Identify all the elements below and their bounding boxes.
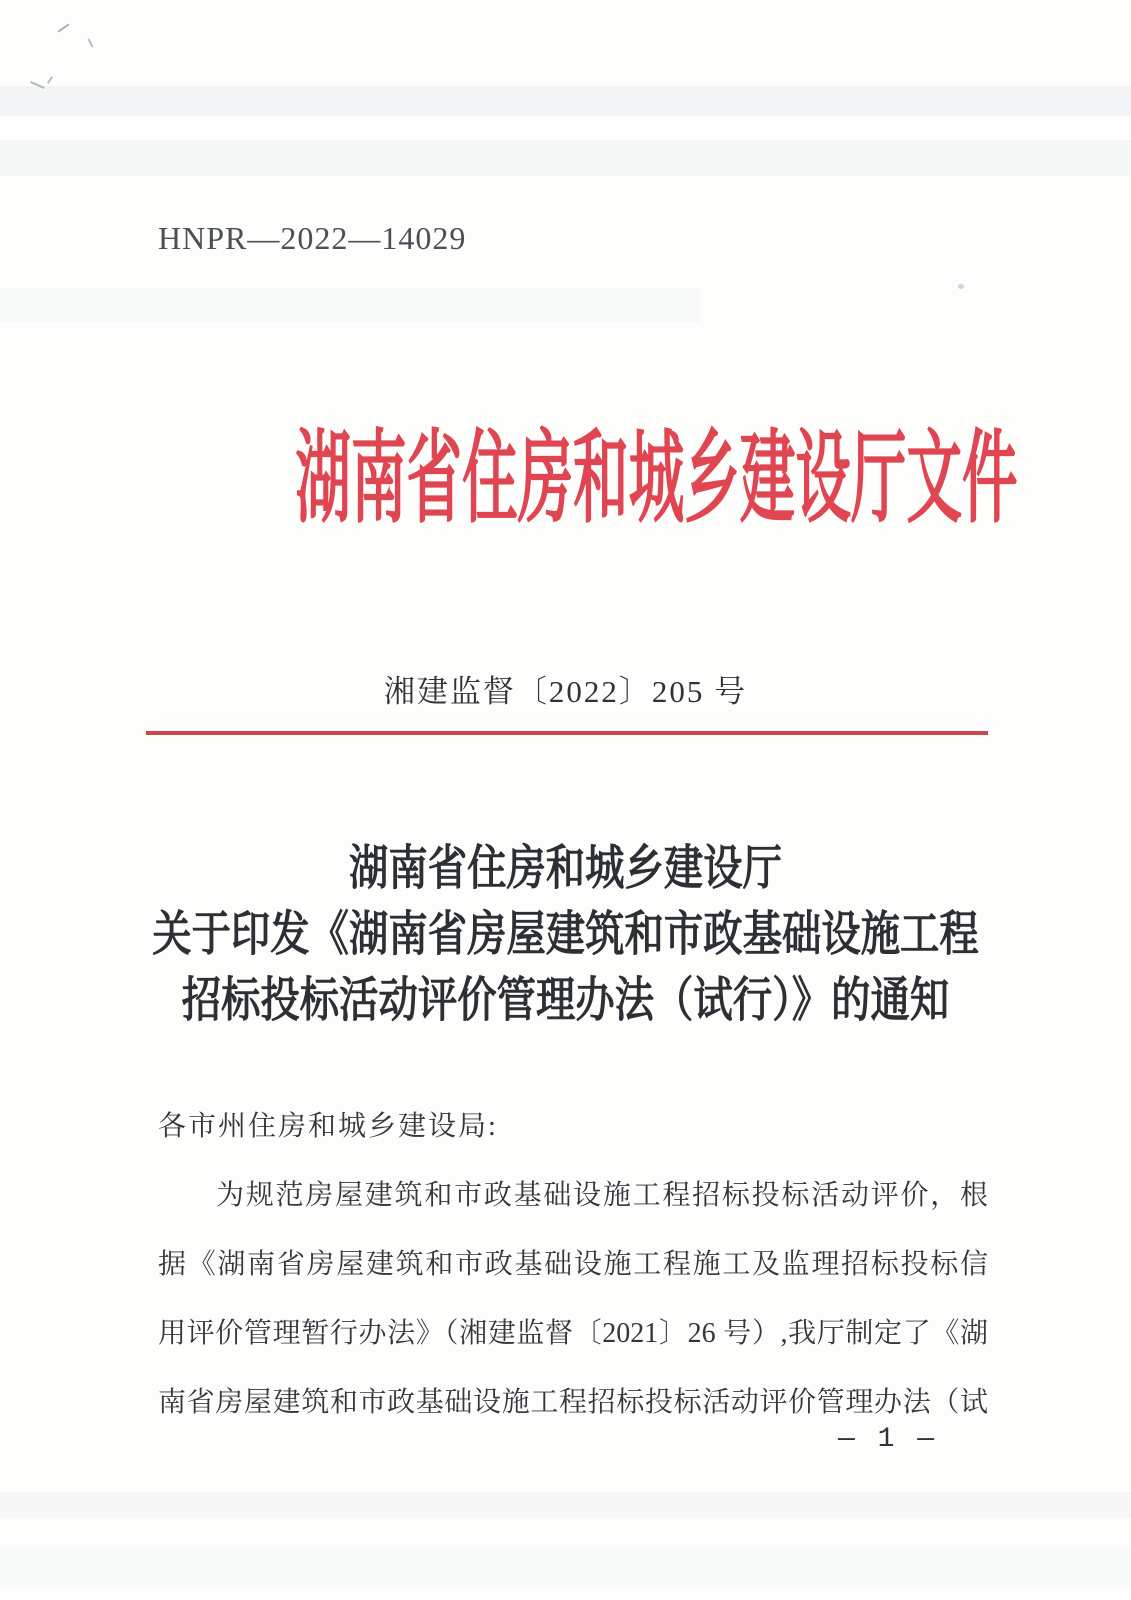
body-line: 为规范房屋建筑和市政基础设施工程招标投标活动评价，根 xyxy=(216,1180,988,1211)
body-line: 南省房屋建筑和市政基础设施工程招标投标活动评价管理办法（试 xyxy=(158,1387,988,1418)
pen-mark xyxy=(88,39,94,48)
notice-title-line-2: 关于印发《湖南省房屋建筑和市政基础设施工程 xyxy=(152,908,979,961)
red-divider-line xyxy=(146,731,988,735)
pen-mark xyxy=(58,23,70,32)
body-line: 用评价管理暂行办法》（湘建监督〔2021〕26 号）,我厅制定了《湖 xyxy=(158,1318,988,1349)
scan-artifact-band xyxy=(0,1545,1131,1587)
body-line: 据《湖南省房屋建筑和市政基础设施工程施工及监理招标投标信 xyxy=(158,1249,988,1280)
document-number: 湘建监督〔2022〕205 号 xyxy=(383,674,748,709)
scan-artifact-band xyxy=(0,86,1131,116)
notice-title xyxy=(0,836,1131,1034)
red-header-banner xyxy=(0,424,1131,535)
document-code: HNPR—2022—14029 xyxy=(158,220,467,256)
pen-mark xyxy=(30,81,45,89)
scan-speck xyxy=(958,284,964,289)
scan-artifact-band xyxy=(0,288,700,322)
banner-title: 湖南省住房和城乡建设厅文件 xyxy=(295,423,1018,535)
scan-artifact-band xyxy=(0,1492,1131,1518)
pen-mark xyxy=(47,76,53,84)
notice-title-line-1: 湖南省住房和城乡建设厅 xyxy=(349,842,782,895)
salutation-line: 各市州住房和城乡建设局: xyxy=(158,1111,498,1142)
notice-title-line-3: 招标投标活动评价管理办法（试行）》的通知 xyxy=(181,974,950,1027)
page-number: — 1 — xyxy=(838,1424,938,1455)
scan-artifact-band xyxy=(0,140,1131,176)
document-body xyxy=(158,1092,988,1437)
